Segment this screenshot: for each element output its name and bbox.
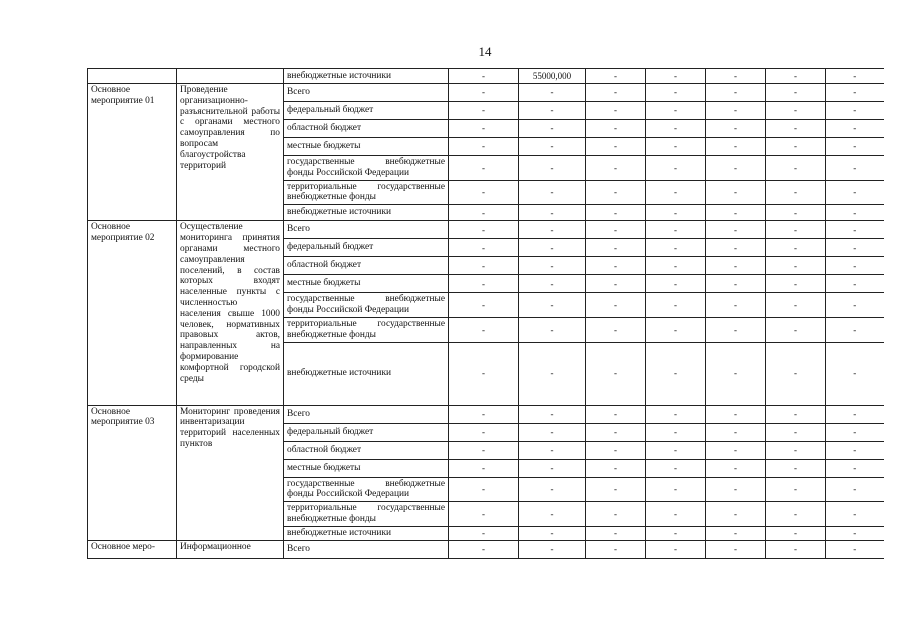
value-cell: - <box>706 138 766 156</box>
value-cell: - <box>766 423 826 441</box>
value-cell: - <box>826 205 884 221</box>
value-cell: - <box>519 102 586 120</box>
value-cell: - <box>646 502 706 527</box>
value-cell: - <box>706 423 766 441</box>
value-cell: - <box>449 293 519 318</box>
value-cell: - <box>706 540 766 558</box>
value-cell: - <box>449 526 519 540</box>
event-description-cell: Проведение организационно-разъяснительной работы с органами местного самоуправления по вопросам благоустройства территорий <box>177 84 284 221</box>
value-cell: - <box>449 423 519 441</box>
value-cell: - <box>586 477 646 502</box>
value-cell: - <box>449 138 519 156</box>
value-cell: - <box>449 205 519 221</box>
value-cell: - <box>766 459 826 477</box>
funding-source-cell: Всего <box>284 540 449 558</box>
value-cell: - <box>646 257 706 275</box>
value-cell: - <box>706 275 766 293</box>
value-cell: - <box>449 540 519 558</box>
event-description-cell: Информационное <box>177 540 284 558</box>
funding-source-cell: федеральный бюджет <box>284 102 449 120</box>
value-cell: - <box>766 540 826 558</box>
value-cell: - <box>519 342 586 405</box>
value-cell: - <box>766 221 826 239</box>
event-label-cell: Основное меро- <box>88 540 177 558</box>
value-cell: - <box>519 156 586 181</box>
value-cell: - <box>646 342 706 405</box>
value-cell: - <box>706 84 766 102</box>
value-cell: - <box>449 502 519 527</box>
value-cell: - <box>646 138 706 156</box>
value-cell: - <box>519 526 586 540</box>
value-cell: - <box>519 205 586 221</box>
value-cell: - <box>586 342 646 405</box>
funding-source-cell: внебюджетные источники <box>284 205 449 221</box>
funding-source-cell: территориальные государственные внебюджетные фонды <box>284 317 449 342</box>
funding-source-cell: Всего <box>284 405 449 423</box>
value-cell: - <box>766 120 826 138</box>
value-cell: - <box>646 120 706 138</box>
value-cell: - <box>586 239 646 257</box>
value-cell: - <box>449 120 519 138</box>
value-cell: - <box>519 405 586 423</box>
value-cell: - <box>646 102 706 120</box>
value-cell: - <box>519 502 586 527</box>
funding-source-cell: местные бюджеты <box>284 275 449 293</box>
funding-source-cell: территориальные государственные внебюджетные фонды <box>284 502 449 527</box>
value-cell: - <box>826 102 884 120</box>
funding-source-cell: Всего <box>284 84 449 102</box>
value-cell: - <box>519 423 586 441</box>
value-cell: - <box>586 69 646 84</box>
value-cell: - <box>586 84 646 102</box>
value-cell: - <box>706 459 766 477</box>
value-cell: - <box>586 138 646 156</box>
value-cell: - <box>766 342 826 405</box>
value-cell: - <box>586 459 646 477</box>
value-cell: - <box>449 180 519 205</box>
value-cell: - <box>586 526 646 540</box>
value-cell: - <box>706 69 766 84</box>
value-cell: - <box>519 441 586 459</box>
value-cell: - <box>519 540 586 558</box>
value-cell: - <box>449 459 519 477</box>
value-cell: - <box>519 317 586 342</box>
value-cell: - <box>519 477 586 502</box>
event-description-cell: Осуществление мониторинга принятия органами местного самоуправления поселений, в состав которых входят населенные пункты с численностью населения свыше 1000 человек, нормативных правовых актов, направленных на формирование комфортной городской среды <box>177 221 284 405</box>
value-cell: - <box>449 405 519 423</box>
value-cell: - <box>449 317 519 342</box>
value-cell: - <box>646 221 706 239</box>
value-cell: - <box>519 257 586 275</box>
funding-source-cell: областной бюджет <box>284 120 449 138</box>
value-cell: - <box>646 180 706 205</box>
value-cell: - <box>766 138 826 156</box>
value-cell: - <box>586 205 646 221</box>
value-cell: - <box>646 239 706 257</box>
value-cell: - <box>449 69 519 84</box>
value-cell: - <box>766 405 826 423</box>
value-cell: - <box>646 275 706 293</box>
value-cell: - <box>519 275 586 293</box>
value-cell: - <box>826 405 884 423</box>
value-cell: - <box>706 405 766 423</box>
value-cell: - <box>826 526 884 540</box>
value-cell: - <box>706 257 766 275</box>
value-cell: - <box>449 441 519 459</box>
event-label-cell <box>88 69 177 84</box>
value-cell: - <box>586 502 646 527</box>
value-cell: - <box>826 138 884 156</box>
value-cell: - <box>646 405 706 423</box>
value-cell: - <box>519 239 586 257</box>
funding-source-cell: внебюджетные источники <box>284 526 449 540</box>
value-cell: - <box>826 342 884 405</box>
value-cell: - <box>706 526 766 540</box>
value-cell: - <box>826 84 884 102</box>
value-cell: - <box>519 180 586 205</box>
value-cell: - <box>646 423 706 441</box>
value-cell: - <box>586 221 646 239</box>
funding-source-cell: государственные внебюджетные фонды Российской Федерации <box>284 293 449 318</box>
value-cell: - <box>706 239 766 257</box>
value-cell: - <box>449 257 519 275</box>
value-cell: - <box>766 441 826 459</box>
funding-source-cell: Всего <box>284 221 449 239</box>
value-cell: - <box>706 477 766 502</box>
value-cell: - <box>449 84 519 102</box>
value-cell: - <box>586 405 646 423</box>
value-cell: - <box>586 102 646 120</box>
value-cell: - <box>646 526 706 540</box>
value-cell: - <box>826 477 884 502</box>
funding-source-cell: внебюджетные источники <box>284 69 449 84</box>
value-cell: - <box>646 156 706 181</box>
budget-table <box>87 68 884 559</box>
value-cell: - <box>826 441 884 459</box>
table-row <box>88 84 884 102</box>
value-cell: - <box>766 317 826 342</box>
funding-source-cell: территориальные государственные внебюджетные фонды <box>284 180 449 205</box>
funding-source-cell: областной бюджет <box>284 257 449 275</box>
funding-source-cell: федеральный бюджет <box>284 239 449 257</box>
value-cell: - <box>826 317 884 342</box>
value-cell: - <box>586 540 646 558</box>
value-cell: - <box>706 317 766 342</box>
value-cell: - <box>706 441 766 459</box>
value-cell: - <box>646 459 706 477</box>
value-cell: - <box>646 205 706 221</box>
value-cell: - <box>826 239 884 257</box>
table-row <box>88 69 884 84</box>
value-cell: - <box>646 84 706 102</box>
value-cell: - <box>826 180 884 205</box>
value-cell: - <box>826 502 884 527</box>
value-cell: - <box>586 423 646 441</box>
value-cell: - <box>519 459 586 477</box>
value-cell: - <box>826 120 884 138</box>
value-cell: - <box>766 526 826 540</box>
value-cell: - <box>449 342 519 405</box>
event-label-cell: Основное мероприятие 01 <box>88 84 177 221</box>
value-cell: - <box>706 502 766 527</box>
value-cell: - <box>766 477 826 502</box>
value-cell: - <box>826 423 884 441</box>
table-row <box>88 540 884 558</box>
value-cell: - <box>586 120 646 138</box>
value-cell: - <box>646 441 706 459</box>
value-cell: - <box>449 477 519 502</box>
value-cell: - <box>449 239 519 257</box>
value-cell: - <box>766 180 826 205</box>
funding-source-cell: федеральный бюджет <box>284 423 449 441</box>
value-cell: - <box>766 84 826 102</box>
value-cell: - <box>449 102 519 120</box>
value-cell: - <box>519 84 586 102</box>
value-cell: - <box>826 540 884 558</box>
event-description-cell <box>177 69 284 84</box>
value-cell: - <box>586 156 646 181</box>
value-cell: - <box>586 293 646 318</box>
value-cell: - <box>519 293 586 318</box>
value-cell: 55000,000 <box>519 69 586 84</box>
value-cell: - <box>826 275 884 293</box>
value-cell: - <box>826 293 884 318</box>
value-cell: - <box>766 102 826 120</box>
value-cell: - <box>706 180 766 205</box>
value-cell: - <box>646 477 706 502</box>
table-row <box>88 221 884 239</box>
value-cell: - <box>706 156 766 181</box>
event-label-cell: Основное мероприятие 02 <box>88 221 177 405</box>
funding-source-cell: внебюджетные источники <box>284 342 449 405</box>
value-cell: - <box>449 275 519 293</box>
value-cell: - <box>646 293 706 318</box>
value-cell: - <box>766 239 826 257</box>
funding-source-cell: местные бюджеты <box>284 459 449 477</box>
value-cell: - <box>766 257 826 275</box>
value-cell: - <box>766 293 826 318</box>
value-cell: - <box>766 205 826 221</box>
value-cell: - <box>586 257 646 275</box>
value-cell: - <box>766 156 826 181</box>
value-cell: - <box>826 459 884 477</box>
value-cell: - <box>586 441 646 459</box>
value-cell: - <box>706 221 766 239</box>
value-cell: - <box>826 257 884 275</box>
value-cell: - <box>826 69 884 84</box>
funding-source-cell: местные бюджеты <box>284 138 449 156</box>
value-cell: - <box>766 502 826 527</box>
funding-source-cell: государственные внебюджетные фонды Российской Федерации <box>284 156 449 181</box>
value-cell: - <box>449 221 519 239</box>
event-description-cell: Мониторинг проведения инвентаризации территорий населенных пунктов <box>177 405 284 540</box>
value-cell: - <box>519 120 586 138</box>
page-number: 14 <box>478 44 492 59</box>
value-cell: - <box>706 342 766 405</box>
value-cell: - <box>586 275 646 293</box>
value-cell: - <box>586 180 646 205</box>
table-row <box>88 405 884 423</box>
funding-source-cell: областной бюджет <box>284 441 449 459</box>
value-cell: - <box>706 205 766 221</box>
value-cell: - <box>519 138 586 156</box>
value-cell: - <box>706 120 766 138</box>
value-cell: - <box>646 317 706 342</box>
funding-source-cell: государственные внебюджетные фонды Российской Федерации <box>284 477 449 502</box>
value-cell: - <box>826 156 884 181</box>
event-label-cell: Основное мероприятие 03 <box>88 405 177 540</box>
value-cell: - <box>766 275 826 293</box>
value-cell: - <box>586 317 646 342</box>
value-cell: - <box>646 540 706 558</box>
value-cell: - <box>826 221 884 239</box>
value-cell: - <box>646 69 706 84</box>
value-cell: - <box>766 69 826 84</box>
value-cell: - <box>706 102 766 120</box>
value-cell: - <box>519 221 586 239</box>
value-cell: - <box>449 156 519 181</box>
value-cell: - <box>706 293 766 318</box>
